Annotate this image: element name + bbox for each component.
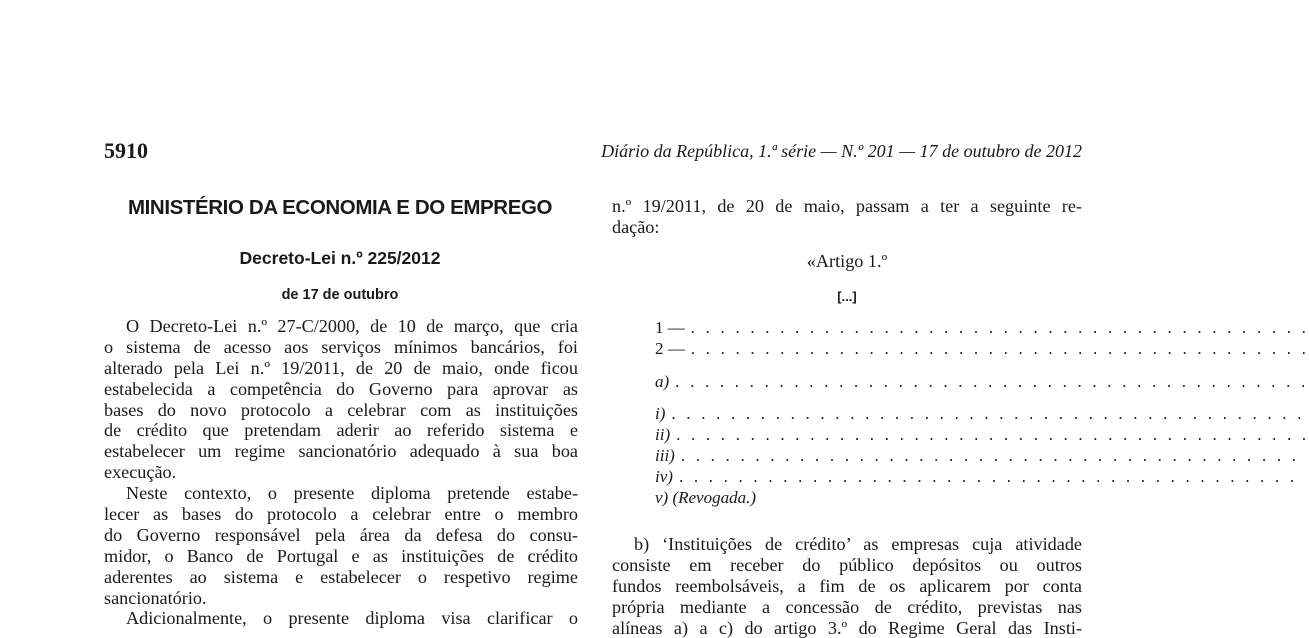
definition-b [612, 534, 1082, 638]
decree-body-text [104, 316, 578, 629]
dot-leader: . . . . . . . . . . . . . . . . . . . . . . . . . . . . . . . . . . . . . . . . . . [678, 467, 1298, 486]
ministry-heading: MINISTÉRIO DA ECONOMIA E DO EMPREGO [127, 196, 553, 219]
ellipsis-marker: [...] [837, 289, 857, 304]
subitem-v-revoked [655, 488, 756, 508]
subitem-i [655, 404, 1305, 424]
item-label: iv) [655, 467, 673, 486]
body-line: bases do novo protocolo a celebrar com as instituições [104, 399, 578, 420]
body-line: aderentes ao sistema e estabelecer o respetivo regime [104, 566, 578, 587]
dot-leader: . . . . . . . . . . . . . . . . . . . . . . . . . . . . . . . . . . . . . . . . . . . [671, 404, 1305, 423]
subitem-ii [655, 425, 1309, 445]
body-line: execução. [104, 462, 177, 483]
definition-line: consiste em receber do público depósitos ou outros [612, 554, 1082, 575]
body-line: o sistema de acesso aos serviços mínimos bancários, foi [104, 336, 578, 357]
definition-line: fundos reembolsáveis, a fim de os aplicarem por conta [612, 575, 1082, 596]
dot-leader: . . . . . . . . . . . . . . . . . . . . . . . . . . . . . . . . . . . . . . . . . . [680, 446, 1300, 465]
revoked-text: (Revogada.) [672, 488, 757, 507]
decree-date: de 17 de outubro [281, 287, 399, 303]
running-header: Diário da República, 1.ª série — N.º 201 — 17 de outubro de 2012 [601, 141, 1082, 161]
body-line: lecer as bases do protocolo a celebrar entre o membro [104, 504, 578, 525]
body-line: estabelecida a competência do Governo para aprovar as [104, 378, 578, 399]
article-heading: «Artigo 1.º [806, 251, 888, 271]
item-label: 2 — [655, 339, 685, 358]
dot-leader: . . . . . . . . . . . . . . . . . . . . . . . . . . . . . . . . . . . . . . . . . . . [675, 372, 1309, 391]
definition-line: alíneas a) a c) do artigo 3.º do Regime Geral das Insti- [612, 617, 1082, 638]
body-line: Neste contexto, o presente diploma pretende estabe- [126, 483, 578, 504]
amendment-intro [612, 196, 1082, 238]
intro-line: n.º 19/2011, de 20 de maio, passam a ter a seguinte re- [612, 196, 1082, 216]
numbered-item-1 [655, 318, 1309, 338]
page-number: 5910 [104, 138, 148, 163]
dot-leader: . . . . . . . . . . . . . . . . . . . . . . . . . . . . . . . . . . . . . . . . . . . [676, 425, 1309, 444]
decree-title: Decreto-Lei n.º 225/2012 [239, 248, 441, 268]
body-line: de crédito que pretendam aderir ao referido sistema e [104, 420, 578, 441]
numbered-item-2 [655, 339, 1309, 359]
item-label: v) [655, 488, 669, 507]
item-label: 1 — [655, 318, 685, 337]
dot-leader: . . . . . . . . . . . . . . . . . . . . . . . . . . . . . . . . . . . . . . . . . . [690, 318, 1309, 337]
definition-line: b) ‘Instituições de crédito’ as empresas cuja atividade [634, 534, 1082, 554]
definition-line: própria mediante a concessão de crédito, previstas nas [612, 596, 1082, 617]
body-line: sancionatório. [104, 587, 207, 608]
body-line: estabelecer um regime sancionatório adequado à sua boa [104, 441, 578, 462]
body-line: O Decreto-Lei n.º 27-C/2000, de 10 de março, que cria [126, 316, 578, 336]
body-line: midor, o Banco de Portugal e as instituições de crédito [104, 545, 578, 566]
item-label: iii) [655, 446, 675, 465]
item-label: ii) [655, 425, 671, 444]
item-label: i) [655, 404, 666, 423]
item-label: a) [655, 372, 670, 391]
subitem-a [655, 372, 1309, 392]
body-line: do Governo responsável pela área da defesa do consu- [104, 524, 578, 545]
body-line: alterado pela Lei n.º 19/2011, de 20 de maio, onde ficou [104, 357, 578, 378]
intro-line: dação: [612, 216, 660, 237]
subitem-iv [655, 467, 1298, 487]
dot-leader: . . . . . . . . . . . . . . . . . . . . . . . . . . . . . . . . . . . . . . . . . . [690, 339, 1309, 358]
body-line: Adicionalmente, o presente diploma visa clarificar o [126, 608, 578, 629]
subitem-iii [655, 446, 1300, 466]
